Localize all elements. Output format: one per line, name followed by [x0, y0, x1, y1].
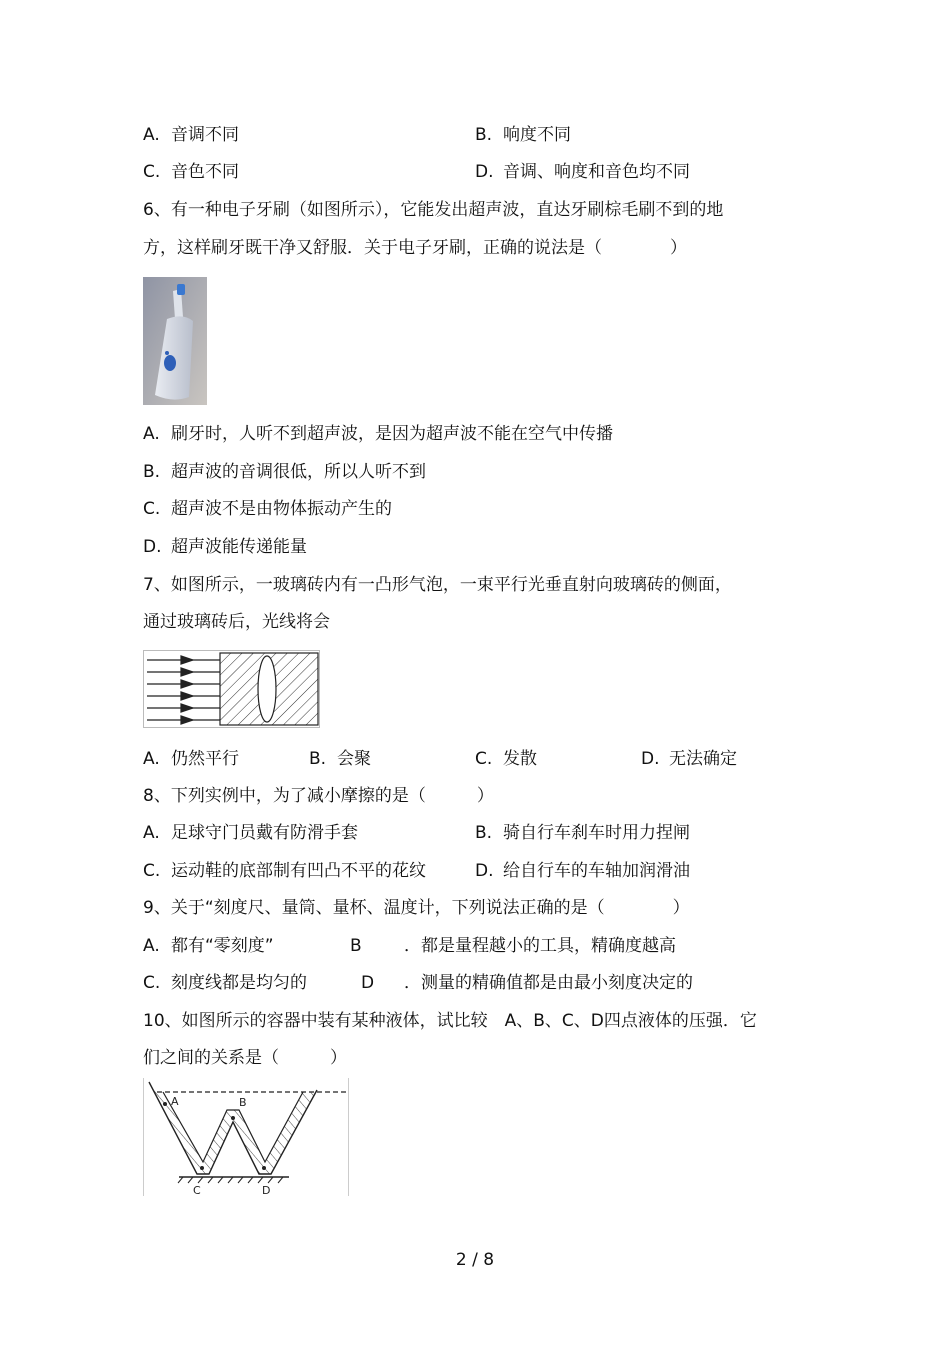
- q7-stem-line2: 通过玻璃砖后，光线将会: [143, 612, 330, 632]
- option-letter: D.: [143, 537, 162, 557]
- q6-option-c: [143, 498, 392, 520]
- q7-option-c: [475, 748, 537, 770]
- q5-option-b: [475, 124, 571, 146]
- option-text: 响度不同: [503, 125, 571, 145]
- container-figure: [143, 1078, 351, 1196]
- option-letter: D: [361, 973, 375, 993]
- q5-option-a: [143, 124, 239, 146]
- w-container-diagram: [143, 1078, 351, 1196]
- option-text: 刻度线都是均匀的: [171, 973, 307, 993]
- option-letter: C.: [475, 749, 493, 769]
- option-letter: B.: [475, 823, 493, 843]
- q9-stem: 9、关于“刻度尺、量筒、量杯、温度计，下列说法正确的是（ ）: [143, 898, 690, 918]
- option-text: 超声波不是由物体振动产生的: [171, 499, 392, 519]
- q10-stem-line2: 们之间的关系是（ ）: [143, 1048, 347, 1068]
- q6-option-b: [143, 461, 426, 483]
- option-letter: B.: [475, 125, 493, 145]
- toothbrush-photo: [143, 277, 207, 405]
- option-letter: B: [350, 936, 362, 956]
- page-number: 2 / 8: [455, 1250, 495, 1270]
- option-letter: B.: [143, 462, 161, 482]
- option-text: 超声波的音调很低，所以人听不到: [171, 462, 426, 482]
- option-letter: A.: [143, 125, 160, 145]
- option-letter: C.: [143, 973, 161, 993]
- option-letter: C.: [143, 861, 161, 881]
- q9-option-a: [143, 935, 274, 957]
- option-text: 刷牙时，人听不到超声波，是因为超声波不能在空气中传播: [171, 424, 613, 444]
- option-text: 超声波能传递能量: [171, 537, 307, 557]
- option-text: 运动鞋的底部制有凹凸不平的花纹: [171, 861, 426, 881]
- label-d: D: [262, 1184, 271, 1196]
- q5-option-d: [475, 161, 690, 183]
- glass-brick-figure: [143, 650, 321, 728]
- q8-option-c: [143, 860, 426, 882]
- option-text: 都有“零刻度”: [171, 936, 274, 956]
- label-a: A: [171, 1095, 179, 1108]
- option-letter: D.: [641, 749, 660, 769]
- q6-stem-line1: 6、有一种电子牙刷（如图所示），它能发出超声波，直达牙刷棕毛刷不到的地: [143, 200, 724, 220]
- option-text: 仍然平行: [171, 749, 239, 769]
- q6-stem-line2: 方，这样刷牙既干净又舒服．关于电子牙刷，正确的说法是（ ）: [143, 238, 687, 258]
- q6-option-d: [143, 536, 307, 558]
- q7-stem-line1: 7、如图所示，一玻璃砖内有一凸形气泡，一束平行光垂直射向玻璃砖的侧面，: [143, 575, 732, 595]
- glass-brick-diagram: [143, 650, 321, 728]
- q7-option-a: [143, 748, 239, 770]
- q8-option-d: [475, 860, 690, 882]
- label-c: C: [193, 1184, 201, 1196]
- option-text: ．测量的精确值都是由最小刻度决定的: [404, 973, 693, 993]
- option-text: ．都是量程越小的工具，精确度越高: [404, 936, 676, 956]
- option-text: 给自行车的车轴加润滑油: [503, 861, 690, 881]
- q5-option-c: [143, 161, 239, 183]
- toothbrush-figure: [143, 277, 207, 405]
- q7-option-d: [641, 748, 737, 770]
- option-text: 音色不同: [171, 162, 239, 182]
- option-text: 发散: [503, 749, 537, 769]
- q10-stem-line1: 10、如图所示的容器中装有某种液体，试比较 A、B、C、D四点液体的压强．它: [143, 1011, 757, 1031]
- option-letter: A.: [143, 936, 160, 956]
- option-letter: D.: [475, 861, 494, 881]
- option-text: 骑自行车刹车时用力捏闸: [503, 823, 690, 843]
- q9-option-d: [361, 972, 693, 994]
- option-letter: C.: [143, 162, 161, 182]
- option-letter: A.: [143, 424, 160, 444]
- q9-option-b: [350, 935, 676, 957]
- option-text: 足球守门员戴有防滑手套: [171, 823, 358, 843]
- q8-option-b: [475, 822, 690, 844]
- option-letter: A.: [143, 823, 160, 843]
- q8-stem: 8、下列实例中，为了减小摩擦的是（ ）: [143, 786, 494, 806]
- option-letter: B.: [309, 749, 327, 769]
- q9-option-c: [143, 972, 307, 994]
- option-text: 会聚: [337, 749, 371, 769]
- q6-option-a: [143, 423, 613, 445]
- option-text: 音调不同: [171, 125, 239, 145]
- option-letter: D.: [475, 162, 494, 182]
- option-letter: C.: [143, 499, 161, 519]
- option-text: 音调、响度和音色均不同: [503, 162, 690, 182]
- q8-option-a: [143, 822, 358, 844]
- label-b: B: [239, 1096, 247, 1109]
- q7-option-b: [309, 748, 371, 770]
- option-letter: A.: [143, 749, 160, 769]
- option-text: 无法确定: [669, 749, 737, 769]
